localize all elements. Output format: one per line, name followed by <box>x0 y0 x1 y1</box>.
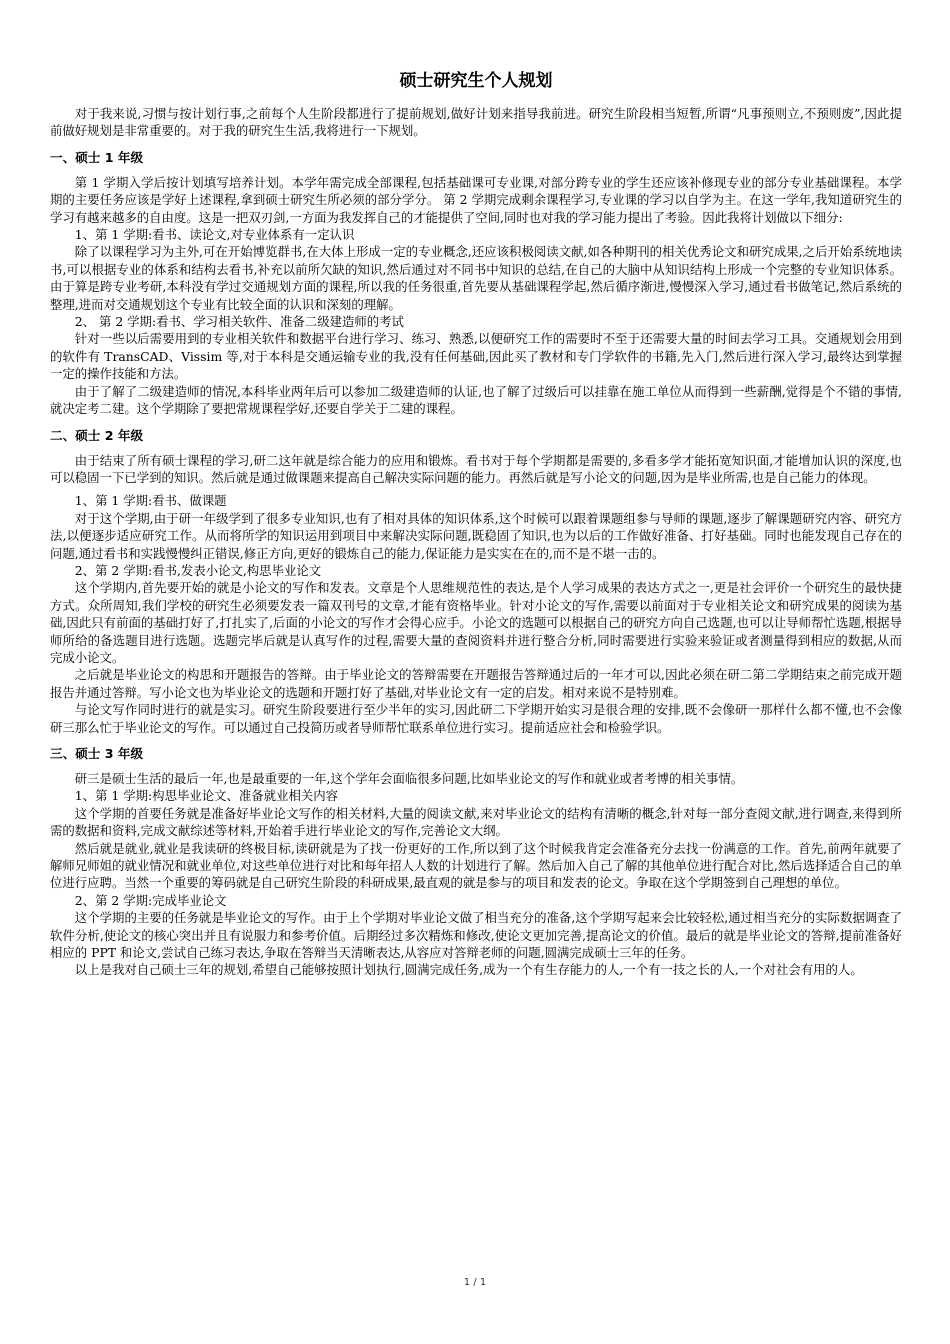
paragraph: 由于结束了所有硕士课程的学习,研二这年就是综合能力的应用和锻炼。看书对于每个学期都是需要的,多看多学才能拓宽知识面,才能增加认识的深度,也可以稳固一下已学到的知识。然后就是通过做课题来提高自己解决实际问题的能力。再然后就是写小论文的问题,因为是毕业所需,也是自己能力的体现。 <box>50 452 902 485</box>
paragraph: 这个学期的首要任务就是准备好毕业论文写作的相关材料,大量的阅读文献,来对毕业论文的结构有清晰的概念,针对每一部分查阅文献,进行调查,来得到所需的数据和资料,完成文献综述等材料,开始着手进行毕业论文的写作,完善论文大纲。 <box>50 805 902 839</box>
paragraph: 与论文写作同时进行的就是实习。研究生阶段要进行至少半年的实习,因此研二下学期开始实习是很合理的安排,既不会像研一那样什么都不懂,也不会像研三那么忙于毕业论文的写作。可以通过自己投简历或者导师帮忙联系单位进行实习。提前适应社会和检验学识。 <box>50 702 902 735</box>
paragraph: 针对一些以后需要用到的专业相关软件和数据平台进行学习、练习、熟悉,以便研究工作的需要时不至于还需要大量的时间去学习工具。交通规划会用到的软件有 TransCAD、Vissim 等,对于本科是交通运输专业的我,没有任何基础,因此买了教材和专门学软件的书籍,先入门,然后进行深入学习,最终达到掌握一定的操作技能和方法。 <box>50 331 902 382</box>
paragraph: 第 1 学期入学后按计划填写培养计划。本学年需完成全部课程,包括基础课可专业课,对部分跨专业的学生还应该补修现专业的部分专业基础课程。本学期的主要任务应该是学好上述课程,拿到硕士研究生所必须的部分学分。 第 2 学期完成剩余课程学习,专业课的学习以自学为主。在这一学年,我知道研究生的学习有越来越多的自由度。这是一把双刃剑,一方面为我发挥自己的才能提供了空间,同时也对我的学习能力提出了考验。因此我将计划做以下细分: <box>50 174 902 225</box>
paragraph: 研三是硕士生活的最后一年,也是最重要的一年,这个学年会面临很多问题,比如毕业论文的写作和就业或者考博的相关事情。 <box>74 771 744 786</box>
subheading: 2、第 2 学期:看书,发表小论文,构思毕业论文 <box>74 562 322 578</box>
document-title: 硕士研究生个人规划 <box>399 71 553 91</box>
section-heading-year-1: 一、硕士 1 年级 <box>50 149 144 165</box>
subheading: 2、 第 2 学期:看书、学习相关软件、准备二级建造师的考试 <box>74 314 404 330</box>
subheading: 2、第 2 学期:完成毕业论文 <box>74 892 227 908</box>
intro-paragraph: 对于我来说,习惯与按计划行事,之前每个人生阶段都进行了提前规划,做好计划来指导我前进。研究生阶段相当短暂,所谓“凡事预则立,不预则废”,因此提前做好规划是非常重要的。对于我的研究生生活,我将进行一下规划。 <box>50 106 902 139</box>
paragraph: 然后就是就业,就业是我读研的终极目标,读研就是为了找一份更好的工作,所以到了这个时候我肯定会准备充分去找一份满意的工作。首先,前两年就要了解师兄师姐的就业情况和就业单位,对这些单位进行对比和每年招人人数的计划进行了解。然后加入自己了解的其他单位进行配合对比,然后选择适合自己的单位进行应聘。当然一个重要的筹码就是自己研究生阶段的科研成果,最直观的就是参与的项目和发表的论文。争取在这个学期签到自己理想的单位。 <box>50 840 902 891</box>
paragraph: 这个学期内,首先要开始的就是小论文的写作和发表。文章是个人思维规范性的表达,是个人学习成果的表达方式之一,更是社会评价一个研究生的最快捷方式。众所周知,我们学校的研究生必须要发表一篇双刊号的文章,才能有资格毕业。针对小论文的写作,需要以前面对于专业相关论文和研究成果的阅读为基础,因此只有前面的基础打好了,打扎实了,后面的小论文的写作才会得心应手。小论文的选题可以根据自己的研究方向自己选题,也可以让导师帮忙选题,根据导师所给的备选题目进行选题。选题完毕后就是认真写作的过程,需要大量的查阅资料并进行整合分析,同时需要进行实验来验证或者测量得到相应的数据,从而完成小论文。 <box>50 580 902 665</box>
section-heading-year-3: 三、硕士 3 年级 <box>50 746 144 761</box>
paragraph: 以上是我对自己硕士三年的规划,希望自己能够按照计划执行,圆满完成任务,成为一个有生存能力的人,一个有一技之长的人,一个对社会有用的人。 <box>74 962 863 978</box>
subheading: 1、第 1 学期:看书、做课题 <box>74 493 227 509</box>
section-heading-year-2: 二、硕士 2 年级 <box>50 427 144 443</box>
document-page <box>50 62 902 979</box>
paragraph: 对于这个学期,由于研一年级学到了很多专业知识,也有了相对具体的知识体系,这个时候可以跟着课题组参与导师的课题,逐步了解课题研究内容、研究方法,以便逐步适应研究工作。从而将所学的知识运用到项目中来解决实际问题,既稳固了知识,也为以后的工作做好准备、打好基础。同时也能发现自己存在的问题,通过看书和实践慢慢纠正错误,修正方向,更好的锻炼自己的能力,保证能力是实实在在的,而不是不堪一击的。 <box>50 510 902 561</box>
paragraph: 这个学期的主要的任务就是毕业论文的写作。由于上个学期对毕业论文做了相当充分的准备,这个学期写起来会比较轻松,通过相当充分的实际数据调查了软件分析,使论文的核心突出并且有说服力和参考价值。后期经过多次精炼和修改,使论文更加完善,提高论文的价值。最后的就是毕业论文的答辩,提前准备好相应的 PPT 和论文,尝试自己练习表达,争取在答辩当天清晰表达,从容应对答辩老师的问题,圆满完成硕士三年的任务。 <box>50 910 902 961</box>
subheading: 1、第 1 学期:看书、读论文,对专业体系有一定认识 <box>74 227 355 243</box>
page-number: 1 / 1 <box>463 1277 487 1288</box>
paragraph: 之后就是毕业论文的构思和开题报告的答辩。由于毕业论文的答辩需要在开题报告答辩通过后的一年才可以,因此必须在研二第二学期结束之前完成开题报告并通过答辩。写小论文也为毕业论文的选题和开题打好了基础,对毕业论文有一定的启发。相对来说不是特别难。 <box>50 667 902 700</box>
paragraph: 由于了解了二级建造师的情况,本科毕业两年后可以参加二级建造师的认证,也了解了过级后可以挂靠在施工单位从而得到一些薪酬,觉得是个不错的事情,就决定考二建。这个学期除了要把常规课程学好,还要自学关于二建的课程。 <box>50 383 902 417</box>
paragraph: 除了以课程学习为主外,可在开始博览群书,在大体上形成一定的专业概念,还应该积极阅读文献,如各种期刊的相关优秀论文和研究成果,之后开始系统地读书,可以根据专业的体系和结构去看书,补充以前所欠缺的知识,然后通过对不同书中知识的总结,在自己的大脑中从知识结构上形成一个完整的专业知识体系。由于算是跨专业考研,本科没有学过交通规划方面的课程,所以我的任务很重,首先要从基础课程学起,然后循序渐进,慢慢深入学习,通过看书做笔记,然后系统的整理,进而对交通规划这个专业有比较全面的认识和深刻的理解。 <box>50 244 902 312</box>
subheading: 1、第 1 学期:构思毕业论文、准备就业相关内容 <box>74 788 339 804</box>
